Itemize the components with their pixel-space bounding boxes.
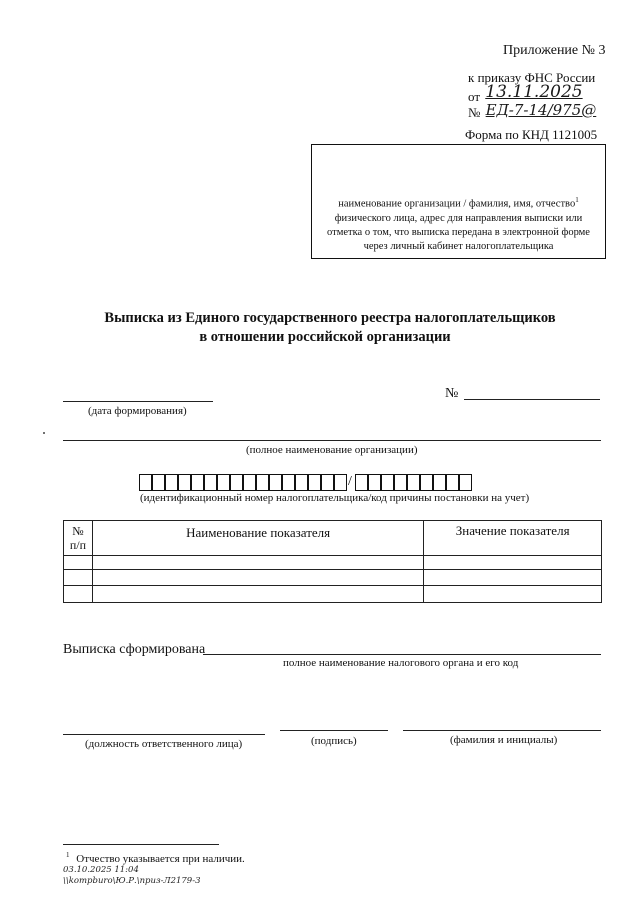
inn-cell[interactable] [321, 474, 334, 491]
header-num-line1: № [72, 524, 84, 538]
table-cell[interactable] [92, 570, 423, 586]
table-cell[interactable] [424, 556, 602, 570]
order-number-handwritten: ЕД-7-14/975@ [485, 101, 597, 119]
position-field-line[interactable] [63, 734, 265, 735]
table-cell[interactable] [424, 586, 602, 603]
print-stamp-path: \\kompburo\Ю.Р.\приз-Л2179-3 [63, 876, 201, 886]
form-code: Форма по КНД 1121005 [465, 127, 598, 142]
date-caption: (дата формирования) [88, 405, 187, 417]
org-name-field-line[interactable] [63, 440, 601, 441]
table-cell[interactable] [92, 586, 423, 603]
order-date-handwritten: 13.11.2025 [485, 82, 583, 102]
kpp-cell[interactable] [459, 474, 472, 491]
kpp-cell[interactable] [433, 474, 446, 491]
table-row[interactable] [64, 586, 602, 603]
kpp-cell[interactable] [407, 474, 420, 491]
kpp-cell[interactable] [420, 474, 433, 491]
inn-kpp-caption: (идентификационный номер налогоплательщика/код причины постановки на учет) [140, 492, 530, 504]
inn-cell[interactable] [308, 474, 321, 491]
header-indicator-value: Значение показателя [424, 521, 602, 556]
table-row[interactable] [64, 556, 602, 570]
kpp-cell[interactable] [355, 474, 368, 491]
order-date-prefix: от [468, 89, 481, 104]
recipient-box-text-part1: наименование организации / фамилия, имя, отчество [338, 198, 576, 210]
position-caption: (должность ответственного лица) [85, 738, 243, 750]
number-sign: № [445, 386, 459, 401]
indicators-table [63, 520, 602, 603]
inn-kpp-separator: / [348, 474, 352, 489]
inn-cell[interactable] [243, 474, 256, 491]
table-row[interactable] [64, 570, 602, 586]
print-stamp-date: 03.10.2025 11:04 [63, 865, 139, 875]
footnote [66, 851, 245, 865]
org-name-caption: (полное наименование организации) [246, 444, 418, 456]
inn-cell[interactable] [191, 474, 204, 491]
table-cell[interactable] [64, 586, 93, 603]
recipient-box-text-part2: физического лица, адрес для направления выписки или отметка о том, что выписка передана в электронной форме через личный кабинет налогоплательщика [327, 212, 590, 252]
footnote-separator [63, 844, 219, 845]
header-num [64, 521, 93, 556]
inn-cell[interactable] [165, 474, 178, 491]
kpp-cell[interactable] [394, 474, 407, 491]
order-number-row [468, 103, 596, 121]
table-cell[interactable] [64, 556, 93, 570]
name-field-line[interactable] [403, 730, 601, 731]
inn-cell[interactable] [178, 474, 191, 491]
document-title-line1: Выписка из Единого государственного реестра налогоплательщиков [104, 310, 556, 326]
name-caption: (фамилия и инициалы) [450, 734, 558, 746]
inn-cell[interactable] [152, 474, 165, 491]
inn-cell[interactable] [269, 474, 282, 491]
footnote-ref-mark: 1 [575, 196, 579, 204]
header-indicator-name: Наименование показателя [92, 521, 423, 556]
recipient-box [311, 144, 606, 259]
table-cell[interactable] [64, 570, 93, 586]
footnote-mark: 1 [66, 851, 70, 859]
tax-authority-field-line[interactable] [203, 654, 601, 655]
inn-cell[interactable] [230, 474, 243, 491]
inn-cell[interactable] [256, 474, 269, 491]
inn-cell[interactable] [204, 474, 217, 491]
header-num-line2: п/п [69, 538, 87, 552]
inn-cell[interactable] [295, 474, 308, 491]
table-cell[interactable] [424, 570, 602, 586]
footnote-text: Отчество указывается при наличии. [76, 852, 245, 865]
inn-cell[interactable] [282, 474, 295, 491]
signature-field-line[interactable] [280, 730, 388, 731]
inn-cell[interactable] [334, 474, 347, 491]
inn-cell[interactable] [217, 474, 230, 491]
date-field-line[interactable] [63, 401, 213, 402]
kpp-cell[interactable] [368, 474, 381, 491]
signature-caption: (подпись) [311, 735, 357, 747]
scan-dot [43, 432, 45, 434]
formed-label: Выписка сформирована [63, 642, 206, 657]
table-header-row [64, 521, 602, 556]
recipient-box-text [316, 193, 601, 254]
document-title-line2: в отношении российской организации [199, 329, 451, 345]
tax-authority-caption: полное наименование налогового органа и его код [283, 657, 519, 669]
inn-cell[interactable] [139, 474, 152, 491]
kpp-cell[interactable] [381, 474, 394, 491]
number-field-line[interactable] [464, 399, 600, 400]
document-title [0, 309, 640, 347]
appendix-title: Приложение № 3 [503, 43, 606, 58]
order-number-prefix: № [468, 105, 481, 120]
table-cell[interactable] [92, 556, 423, 570]
order-reference: к приказу ФНС России [468, 70, 596, 85]
kpp-cell[interactable] [446, 474, 459, 491]
